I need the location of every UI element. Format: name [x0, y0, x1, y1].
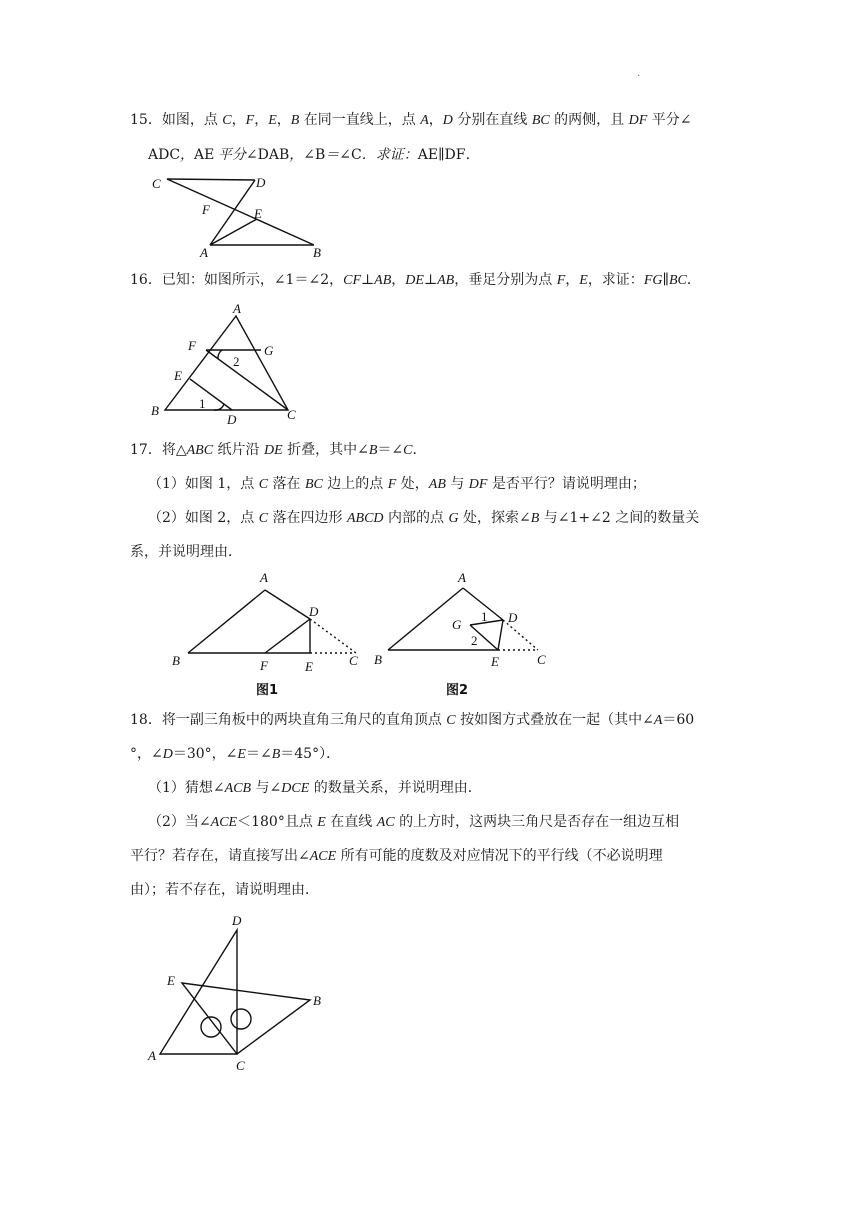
text-run: DAB: [257, 147, 290, 163]
q18-label-B: B: [313, 993, 321, 1008]
text-run: ，: [254, 112, 269, 128]
text-run: 纸片沿: [213, 442, 264, 458]
math-variable: D: [162, 747, 173, 762]
text-run: 折叠，其中∠: [282, 442, 369, 458]
q16-label-F: F: [188, 338, 196, 353]
q18-diagram: [160, 930, 310, 1054]
text-run: ，: [565, 272, 580, 288]
text-run: 在直线: [325, 814, 377, 830]
q16-label-G: G: [264, 343, 274, 358]
text-run: ⊥: [423, 272, 438, 288]
fig2-label-C: C: [537, 652, 546, 667]
math-variable: AB: [428, 477, 446, 492]
q15-label-D: D: [256, 175, 266, 190]
header-mark: .: [637, 68, 641, 79]
text-run: ．: [686, 272, 701, 288]
math-variable: ACB: [224, 781, 252, 796]
triangle-ACD: [160, 930, 237, 1054]
math-variable: DE: [405, 273, 424, 288]
fig2-label-G: G: [452, 617, 462, 632]
text-run: 的上方时，这两块三角尺是否存在一组边互相: [394, 814, 680, 830]
text-run: ADC: [148, 147, 181, 163]
text-run: 与: [445, 476, 469, 492]
math-variable: ＝∠: [325, 148, 352, 163]
q15-label-B: B: [313, 245, 321, 260]
fig2-label-B: B: [374, 652, 382, 667]
text-run: ＝45°）．: [280, 746, 341, 762]
q16-label-C: C: [287, 407, 296, 422]
math-variable: C: [222, 113, 232, 128]
triangle-ECB: [182, 983, 310, 1054]
q16-number: 16．: [130, 272, 162, 288]
q16-label-A: A: [233, 301, 241, 316]
fig2-label-1: 1: [481, 609, 488, 624]
marker-circle-right: [231, 1009, 251, 1029]
fig1-label-B: B: [172, 653, 180, 668]
text-run: 落在四边形: [268, 510, 347, 526]
text-run: 与∠: [251, 780, 282, 796]
text-run: ＝30°，∠: [172, 746, 238, 762]
fig2-label-D: D: [508, 610, 518, 625]
text-run: ，: [276, 112, 291, 128]
text-run: 边上的点: [322, 476, 388, 492]
text-run: 平分∠: [647, 112, 692, 128]
q16-label-2: 2: [233, 354, 240, 369]
math-variable: ACE: [309, 849, 337, 864]
text-run: ，: [428, 112, 443, 128]
text-run: 处，: [396, 476, 429, 492]
math-variable: D: [442, 113, 453, 128]
q18-label-D: D: [232, 913, 242, 928]
text-run: 将△: [161, 442, 187, 458]
text-run: 按如图方式叠放在一起（其中∠: [455, 712, 654, 728]
text-run: 是否平行？请说明理由；: [487, 476, 646, 492]
math-variable: BC: [668, 273, 687, 288]
math-variable: AB: [374, 273, 392, 288]
text-run: °，∠: [130, 746, 163, 762]
text-run: （1）如图 1，点: [148, 476, 259, 492]
fig1-label-C: C: [349, 653, 358, 668]
q15-label-A: A: [200, 245, 208, 260]
math-variable: B: [368, 443, 378, 458]
math-variable: G: [448, 511, 459, 526]
text-run: （2）当∠: [148, 814, 211, 830]
math-variable: ACE: [210, 815, 238, 830]
math-variable: 平分∠: [214, 148, 258, 163]
q18-part2-text-end: 由）；若不存在，请说明理由．: [130, 882, 319, 898]
text-run: ＜180°且点: [237, 814, 318, 830]
math-variable: ABCD: [346, 511, 384, 526]
math-variable: ．求证：: [361, 148, 418, 163]
q16-label-E: E: [174, 368, 182, 383]
fig1-label-D: D: [309, 604, 319, 619]
q18-label-A: A: [148, 1048, 156, 1063]
math-variable: DE: [263, 443, 283, 458]
math-variable: BC: [304, 477, 323, 492]
math-variable: DF: [628, 113, 648, 128]
text-run: DF: [444, 147, 466, 163]
math-variable: C: [258, 511, 269, 526]
math-variable: DF: [468, 477, 488, 492]
math-variable: AB: [437, 273, 455, 288]
text-run: B: [314, 147, 326, 163]
text-run: （2）如图 2，点: [148, 510, 259, 526]
math-variable: FG: [643, 273, 663, 288]
math-variable: F: [245, 113, 255, 128]
math-variable: F: [387, 477, 397, 492]
q18-label-C: C: [236, 1058, 245, 1073]
text-run: C: [351, 147, 362, 163]
fig1-label-E: E: [305, 659, 313, 674]
text-run: 如图，点: [161, 112, 223, 128]
math-variable: A: [653, 713, 663, 728]
text-run: ＝∠: [377, 442, 404, 458]
math-variable: DCE: [281, 781, 310, 796]
text-run: 已知：如图所示，∠1＝∠2，: [161, 272, 344, 288]
text-run: ，: [231, 112, 246, 128]
text-run: 的两侧，且: [549, 112, 629, 128]
text-run: 与∠1+∠2 之间的数量关: [539, 510, 700, 526]
text-run: 所有可能的度数及对应情况下的平行线（不必说明理: [336, 848, 663, 864]
text-run: ∥: [662, 272, 669, 288]
math-variable: E: [317, 815, 326, 830]
math-variable: E: [237, 747, 246, 762]
text-run: ⊥: [361, 272, 375, 288]
math-variable: ，: [180, 148, 195, 163]
math-variable: A: [420, 113, 429, 128]
q15-label-F: F: [202, 202, 210, 217]
fig1-caption: 图1: [256, 683, 279, 698]
text-run: 的数量关系，并说明理由．: [309, 780, 482, 796]
math-variable: B: [271, 747, 281, 762]
text-run: ，: [391, 272, 406, 288]
q15-number: 15．: [130, 112, 162, 128]
text-run: 平行？若存在，请直接写出∠: [130, 848, 310, 864]
math-variable: AC: [376, 815, 395, 830]
text-run: ＝∠: [245, 746, 272, 762]
text-run: ＝60: [662, 712, 695, 728]
fig2-label-2: 2: [471, 633, 478, 648]
text-run: ，垂足分别为点: [454, 272, 557, 288]
text-run: ，求证：: [587, 272, 644, 288]
math-variable: C: [446, 713, 456, 728]
q17-number: 17．: [130, 442, 162, 458]
math-variable: C: [258, 477, 269, 492]
q15-label-C: C: [152, 176, 161, 191]
fig1-label-F: F: [260, 658, 268, 673]
math-variable: ∥: [438, 148, 445, 163]
fig2-label-A: A: [458, 570, 466, 585]
q15-label-E: E: [254, 206, 262, 221]
text-run: ．: [412, 442, 427, 458]
math-variable: E: [579, 273, 588, 288]
math-variable: B: [290, 113, 300, 128]
text-run: AE: [417, 147, 439, 163]
fig2-caption: 图2: [446, 683, 469, 698]
q16-label-1: 1: [199, 396, 206, 411]
math-variable: B: [530, 511, 540, 526]
text-run: 将一副三角板中的两块直角三角尺的直角顶点: [161, 712, 447, 728]
q18-label-E: E: [167, 973, 175, 988]
text-run: （1）猜想∠: [148, 780, 225, 796]
text-run: AE: [194, 147, 215, 163]
math-variable: ．: [465, 148, 480, 163]
math-variable: E: [268, 113, 277, 128]
text-run: 内部的点: [383, 510, 449, 526]
math-variable: CF: [343, 273, 361, 288]
math-variable: BC: [531, 113, 550, 128]
q17-part2-text-cont: 系，并说明理由．: [130, 544, 242, 560]
q16-label-B: B: [151, 403, 159, 418]
math-variable: ABC: [186, 443, 214, 458]
math-variable: C: [403, 443, 413, 458]
text-run: 在同一直线上，点: [299, 112, 421, 128]
text-run: 处，探索∠: [458, 510, 531, 526]
fig2-label-E: E: [491, 654, 499, 669]
q18-number: 18．: [130, 712, 162, 728]
text-run: 分别在直线: [452, 112, 532, 128]
math-variable: F: [556, 273, 566, 288]
q16-label-D: D: [227, 412, 237, 427]
fig1-label-A: A: [260, 570, 268, 585]
math-variable: ，∠: [289, 148, 315, 163]
text-run: 落在: [268, 476, 305, 492]
